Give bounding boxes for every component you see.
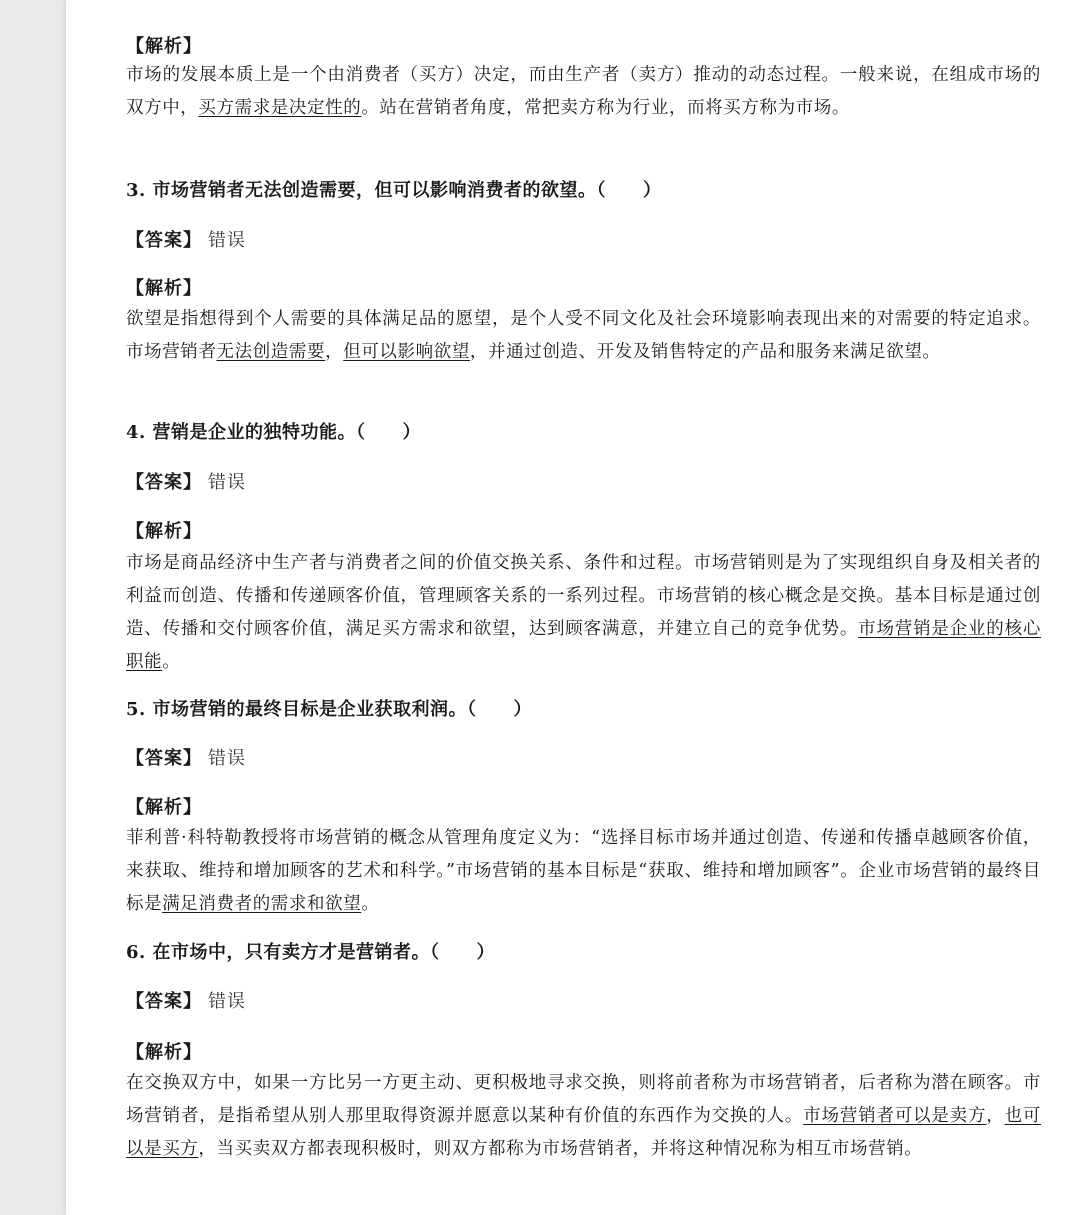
analysis-heading: 【解析】: [126, 797, 202, 818]
q2-key-point: 买方需求是决定性的: [198, 98, 362, 118]
q3-key-point-2: 但可以影响欲望: [343, 342, 470, 362]
analysis-heading: 【解析】: [126, 1042, 202, 1063]
q5-analysis-text: 菲利普·科特勒教授将市场营销的概念从管理角度定义为：“选择目标市场并通过创造、传递和传播卓越顾客价值，来获取、维持和增加顾客的艺术和科学。”市场营销的基本目标是“获取、维持和增加顾客”。企业市场营销的最终目标是满足消费者的需求和欲望。: [126, 828, 1041, 914]
q3-key-point-1: 无法创造需要: [216, 342, 326, 362]
q6-key-point-2: 也可以是买方: [126, 1106, 1042, 1159]
document-page: [66, 0, 1080, 1215]
q2-analysis-text: 市场的发展本质上是一个由消费者（买方）决定，而由生产者（卖方）推动的动态过程。一般来说，在组成市场的双方中，买方需求是决定性的。站在营销者角度，常把卖方称为行业，而将买方称为市场。: [126, 65, 1041, 118]
analysis-heading: 【解析】: [126, 278, 202, 299]
analysis-heading: 【解析】: [126, 521, 202, 542]
q6-analysis-text: 在交换双方中，如果一方比另一方更主动、更积极地寻求交换，则将前者称为市场营销者，后者称为潜在顾客。市场营销者，是指希望从别人那里取得资源并愿意以某种有价值的东西作为交换的人。市场营销者可以是卖方，也可以是买方，当买卖双方都表现积极时，则双方都称为市场营销者，并将这种情况称为相互市场营销。: [126, 1073, 1042, 1159]
q4-key-point: 市场营销是企业的核心职能: [126, 619, 1042, 672]
q3-question: 3. 市场营销者无法创造需要，但可以影响消费者的欲望。（ ）: [126, 180, 662, 201]
q6-key-point-1: 市场营销者可以是卖方: [803, 1106, 987, 1126]
q6-answer: 【答案】 错误: [126, 991, 246, 1012]
q5-key-point: 满足消费者的需求和欲望: [162, 894, 362, 914]
analysis-heading: 【解析】: [126, 36, 202, 57]
q4-answer: 【答案】 错误: [126, 472, 246, 493]
q3-analysis-text: 欲望是指想得到个人需要的具体满足品的愿望，是个人受不同文化及社会环境影响表现出来的对需要的特定追求。市场营销者无法创造需要，但可以影响欲望，并通过创造、开发及销售特定的产品和服务来满足欲望。: [126, 309, 1041, 362]
q4-analysis-text: 市场是商品经济中生产者与消费者之间的价值交换关系、条件和过程。市场营销则是为了实现组织自身及相关者的利益而创造、传播和传递顾客价值，管理顾客关系的一系列过程。市场营销的核心概念是交换。基本目标是通过创造、传播和交付顾客价值，满足买方需求和欲望，达到顾客满意，并建立自己的竞争优势。市场营销是企业的核心职能。: [126, 553, 1042, 672]
q6-question: 6. 在市场中，只有卖方才是营销者。（ ）: [126, 942, 496, 963]
q5-question: 5. 市场营销的最终目标是企业获取利润。（ ）: [126, 699, 533, 720]
q5-answer: 【答案】 错误: [126, 748, 246, 769]
q4-question: 4. 营销是企业的独特功能。（ ）: [126, 422, 422, 443]
q3-answer: 【答案】 错误: [126, 230, 246, 251]
